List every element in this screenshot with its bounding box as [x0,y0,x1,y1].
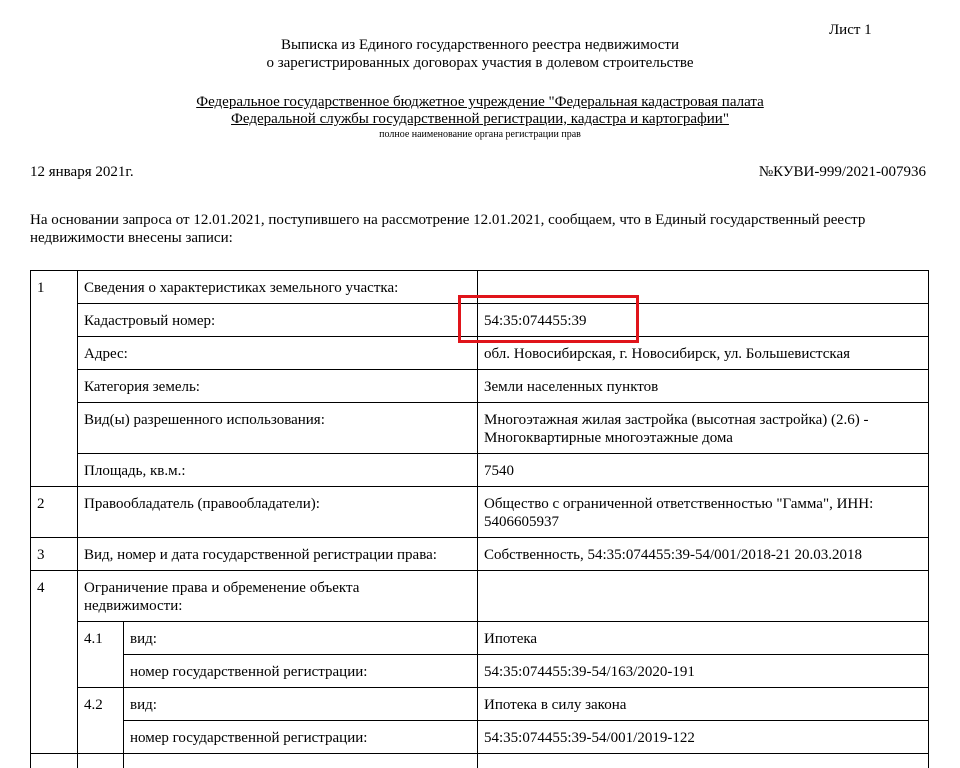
empty-cell [478,571,929,622]
owner-value [478,487,929,538]
encumbrance-type-value: Ипотека [478,622,929,655]
authority-name [0,94,960,128]
intro-paragraph: На основании запроса от 12.01.2021, поступившего на рассмотрение 12.01.2021, сообщаем, что в Единый государственный реестр недвижимости внесены записи: [30,211,935,247]
sheet-label: Лист 1 [829,22,872,39]
table-row [31,688,929,721]
table-row [31,622,929,655]
table-row [31,454,929,487]
highlight-box [458,295,639,343]
table-row [31,571,929,622]
registration-number-value: 54:35:074455:39-54/001/2019-122 [478,721,929,754]
document-number: №КУВИ-999/2021-007936 [759,164,926,181]
title-line-2: о зарегистрированных договорах участия в долевом строительстве [0,54,960,72]
records-table [30,270,929,768]
address-value: обл. Новосибирская, г. Новосибирск, ул. Большевистская [478,337,929,370]
section-title: Сведения о характеристиках земельного участка: [78,271,478,304]
right-registration-value: Собственность, 54:35:074455:39-54/001/2018-21 20.03.2018 [478,538,929,571]
encumbrance-type-value: Ипотека в силу закона [478,688,929,721]
encumbrance-label [78,571,478,622]
empty-cell [124,754,478,768]
permitted-use-label: Вид(ы) разрешенного использования: [78,403,478,454]
authority-line-1: Федеральное государственное бюджетное учреждение "Федеральная кадастровая палата [196,94,764,110]
land-category-value: Земли населенных пунктов [478,370,929,403]
empty-cell [31,754,78,768]
registration-number-value: 54:35:074455:39-54/163/2020-191 [478,655,929,688]
owner-line-2: 5406605937 [484,513,922,531]
section-number: 3 [31,538,78,571]
area-label: Площадь, кв.м.: [78,454,478,487]
permitted-use-line-2: Многоквартирные многоэтажные дома [484,429,922,447]
land-category-label: Категория земель: [78,370,478,403]
subsection-number: 4.2 [78,688,124,754]
document-title [0,36,960,72]
permitted-use-line-1: Многоэтажная жилая застройка (высотная застройка) (2.6) - [484,411,922,429]
table-row [31,370,929,403]
section-number: 4 [31,571,78,754]
table-row [31,655,929,688]
table-row [31,721,929,754]
title-line-1: Выписка из Единого государственного реестра недвижимости [0,36,960,54]
cadastral-number-label: Кадастровый номер: [78,304,478,337]
table-row [31,754,929,768]
area-value: 7540 [478,454,929,487]
empty-cell [78,754,124,768]
empty-cell [478,754,929,768]
encumbrance-type-label: вид: [124,622,478,655]
cadastral-number-value: 54:35:074455:39 [478,304,929,337]
registration-number-label: номер государственной регистрации: [124,655,478,688]
right-registration-label: Вид, номер и дата государственной регистрации права: [78,538,478,571]
subsection-number: 4.1 [78,622,124,688]
authority-line-2: Федеральной службы государственной регистрации, кадастра и картографии" [231,111,729,127]
authority-caption: полное наименование органа регистрации прав [0,129,960,140]
table-row [31,403,929,454]
document-date: 12 января 2021г. [30,164,134,181]
address-label: Адрес: [78,337,478,370]
table-row [31,487,929,538]
owner-label: Правообладатель (правообладатели): [78,487,478,538]
owner-line-1: Общество с ограниченной ответственностью "Гамма", ИНН: [484,495,922,513]
encumbrance-line-1: Ограничение права и обременение объекта [84,579,471,597]
permitted-use-value [478,403,929,454]
encumbrance-type-label: вид: [124,688,478,721]
registration-number-label: номер государственной регистрации: [124,721,478,754]
encumbrance-line-2: недвижимости: [84,597,471,615]
section-number: 1 [31,271,78,487]
section-number: 2 [31,487,78,538]
table-row [31,538,929,571]
